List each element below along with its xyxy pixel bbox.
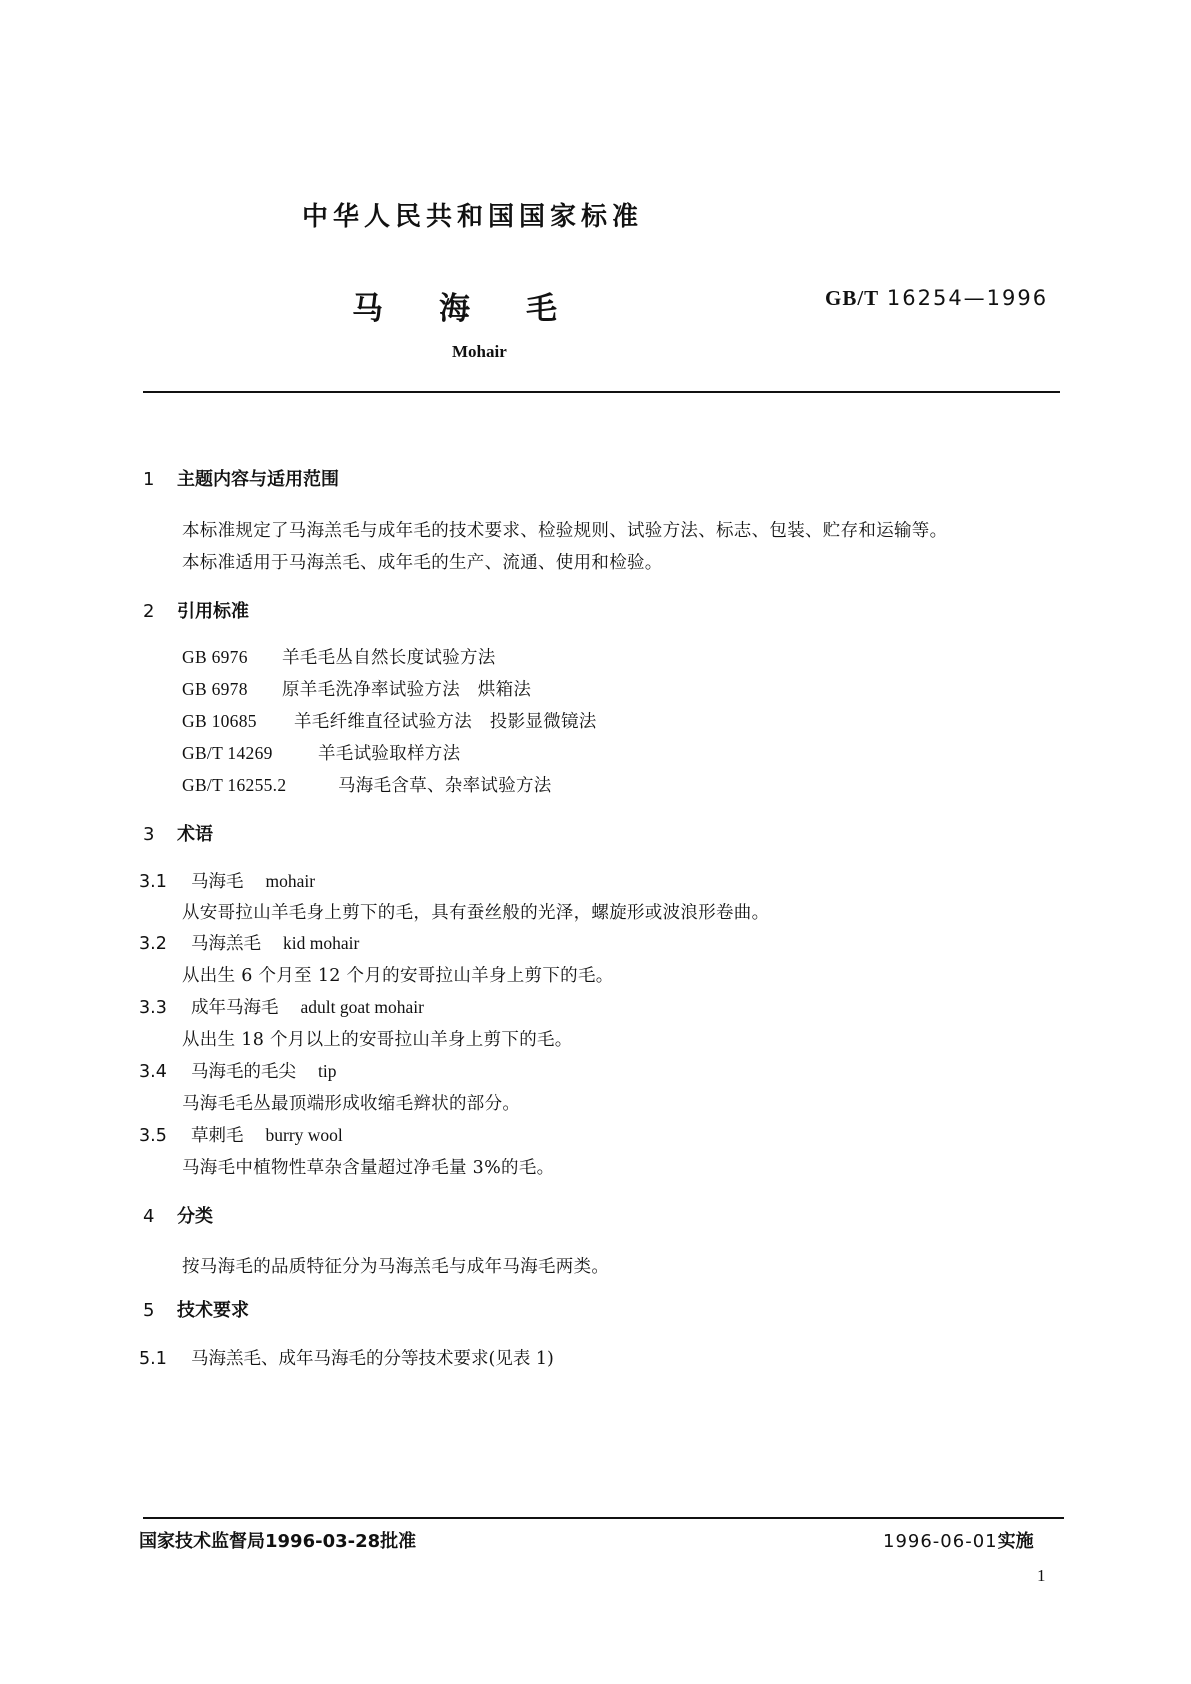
standard-prefix: GB/T xyxy=(825,286,880,310)
reference-item xyxy=(182,644,496,669)
term-en: adult goat mohair xyxy=(300,997,424,1017)
implementation-text xyxy=(883,1527,1034,1553)
term-number: 3.1 xyxy=(139,872,167,892)
term-number: 3.2 xyxy=(139,934,167,954)
term-en: kid mohair xyxy=(283,933,360,953)
term-number: 3.3 xyxy=(139,998,167,1018)
section-4-paragraph: 按马海毛的品质特征分为马海羔毛与成年马海毛两类。 xyxy=(182,1257,610,1277)
english-subtitle: Mohair xyxy=(452,342,507,361)
reference-title: 羊毛试验取样方法 xyxy=(318,744,461,764)
section-1-heading xyxy=(143,465,339,491)
term-item xyxy=(139,1122,343,1147)
reference-title: 羊毛纤维直径试验方法 投影显微镜法 xyxy=(294,712,597,732)
title-char-2: 海 xyxy=(439,291,470,327)
section-3-number: 3 xyxy=(143,824,155,845)
page-number: 1 xyxy=(1037,1566,1046,1585)
term-en: mohair xyxy=(265,871,316,891)
term-zh: 马海毛 xyxy=(191,872,244,892)
section-2-number: 2 xyxy=(143,601,155,622)
reference-code: GB 6976 xyxy=(182,647,248,667)
term-item xyxy=(139,930,359,955)
section-4-title: 分类 xyxy=(177,1206,213,1227)
section-2-title: 引用标准 xyxy=(177,601,249,622)
reference-code: GB/T 14269 xyxy=(182,743,273,763)
term-definition: 马海毛中植物性草杂含量超过净毛量 3%的毛。 xyxy=(182,1158,555,1178)
term-definition: 从安哥拉山羊毛身上剪下的毛，具有蚕丝般的光泽，螺旋形或波浪形卷曲。 xyxy=(182,903,770,923)
national-standard-heading: 中华人民共和国国家标准 xyxy=(302,202,644,232)
reference-item xyxy=(182,772,552,797)
title-char-3: 毛 xyxy=(526,291,557,327)
term-en: tip xyxy=(318,1061,337,1081)
reference-item xyxy=(182,740,460,765)
footer-divider xyxy=(143,1517,1064,1519)
standard-code: 16254—1996 xyxy=(886,286,1049,310)
term-item xyxy=(139,868,315,893)
section-4-number: 4 xyxy=(143,1206,155,1227)
subsection-text: 马海羔毛、成年马海毛的分等技术要求(见表 1) xyxy=(191,1349,554,1369)
section-3-heading xyxy=(143,820,213,846)
term-zh: 马海羔毛 xyxy=(191,934,261,954)
implementation-date: 1996-06-01 xyxy=(883,1531,998,1552)
term-zh: 马海毛的毛尖 xyxy=(191,1062,296,1082)
implementation-label: 实施 xyxy=(997,1531,1034,1552)
standard-number xyxy=(825,286,1048,311)
section-5-number: 5 xyxy=(143,1300,155,1321)
reference-title: 马海毛含草、杂率试验方法 xyxy=(338,776,552,796)
reference-item xyxy=(182,708,597,733)
reference-title: 羊毛毛丛自然长度试验方法 xyxy=(282,648,496,668)
reference-title: 原羊毛洗净率试验方法 烘箱法 xyxy=(282,680,532,700)
section-1-title: 主题内容与适用范围 xyxy=(177,469,339,490)
term-number: 3.4 xyxy=(139,1062,167,1082)
reference-code: GB 10685 xyxy=(182,711,257,731)
section-1-paragraph-2: 本标准适用于马海羔毛、成年毛的生产、流通、使用和检验。 xyxy=(182,553,663,573)
section-1-number: 1 xyxy=(143,469,155,490)
reference-code: GB/T 16255.2 xyxy=(182,775,287,795)
term-number: 3.5 xyxy=(139,1126,167,1146)
term-en: burry wool xyxy=(265,1125,343,1145)
section-4-heading xyxy=(143,1202,213,1228)
section-1-paragraph-1: 本标准规定了马海羔毛与成年毛的技术要求、检验规则、试验方法、标志、包装、贮存和运输等。 xyxy=(182,521,948,541)
subsection-5-1 xyxy=(139,1345,554,1370)
term-item xyxy=(139,1058,336,1083)
title-char-1: 马 xyxy=(352,291,383,327)
reference-code: GB 6978 xyxy=(182,679,248,699)
section-2-heading xyxy=(143,597,249,623)
term-definition: 马海毛毛丛最顶端形成收缩毛辫状的部分。 xyxy=(182,1094,521,1114)
term-zh: 成年马海毛 xyxy=(191,998,279,1018)
reference-item xyxy=(182,676,531,701)
subsection-number: 5.1 xyxy=(139,1349,167,1369)
term-zh: 草刺毛 xyxy=(191,1126,244,1146)
term-definition: 从出生 18 个月以上的安哥拉山羊身上剪下的毛。 xyxy=(182,1030,573,1050)
section-5-heading xyxy=(143,1296,249,1322)
section-3-title: 术语 xyxy=(177,824,213,845)
header-divider xyxy=(143,391,1060,393)
term-definition: 从出生 6 个月至 12 个月的安哥拉山羊身上剪下的毛。 xyxy=(182,966,614,986)
section-5-title: 技术要求 xyxy=(177,1300,249,1321)
term-item xyxy=(139,994,424,1019)
approval-text: 国家技术监督局1996-03-28批准 xyxy=(139,1531,417,1552)
